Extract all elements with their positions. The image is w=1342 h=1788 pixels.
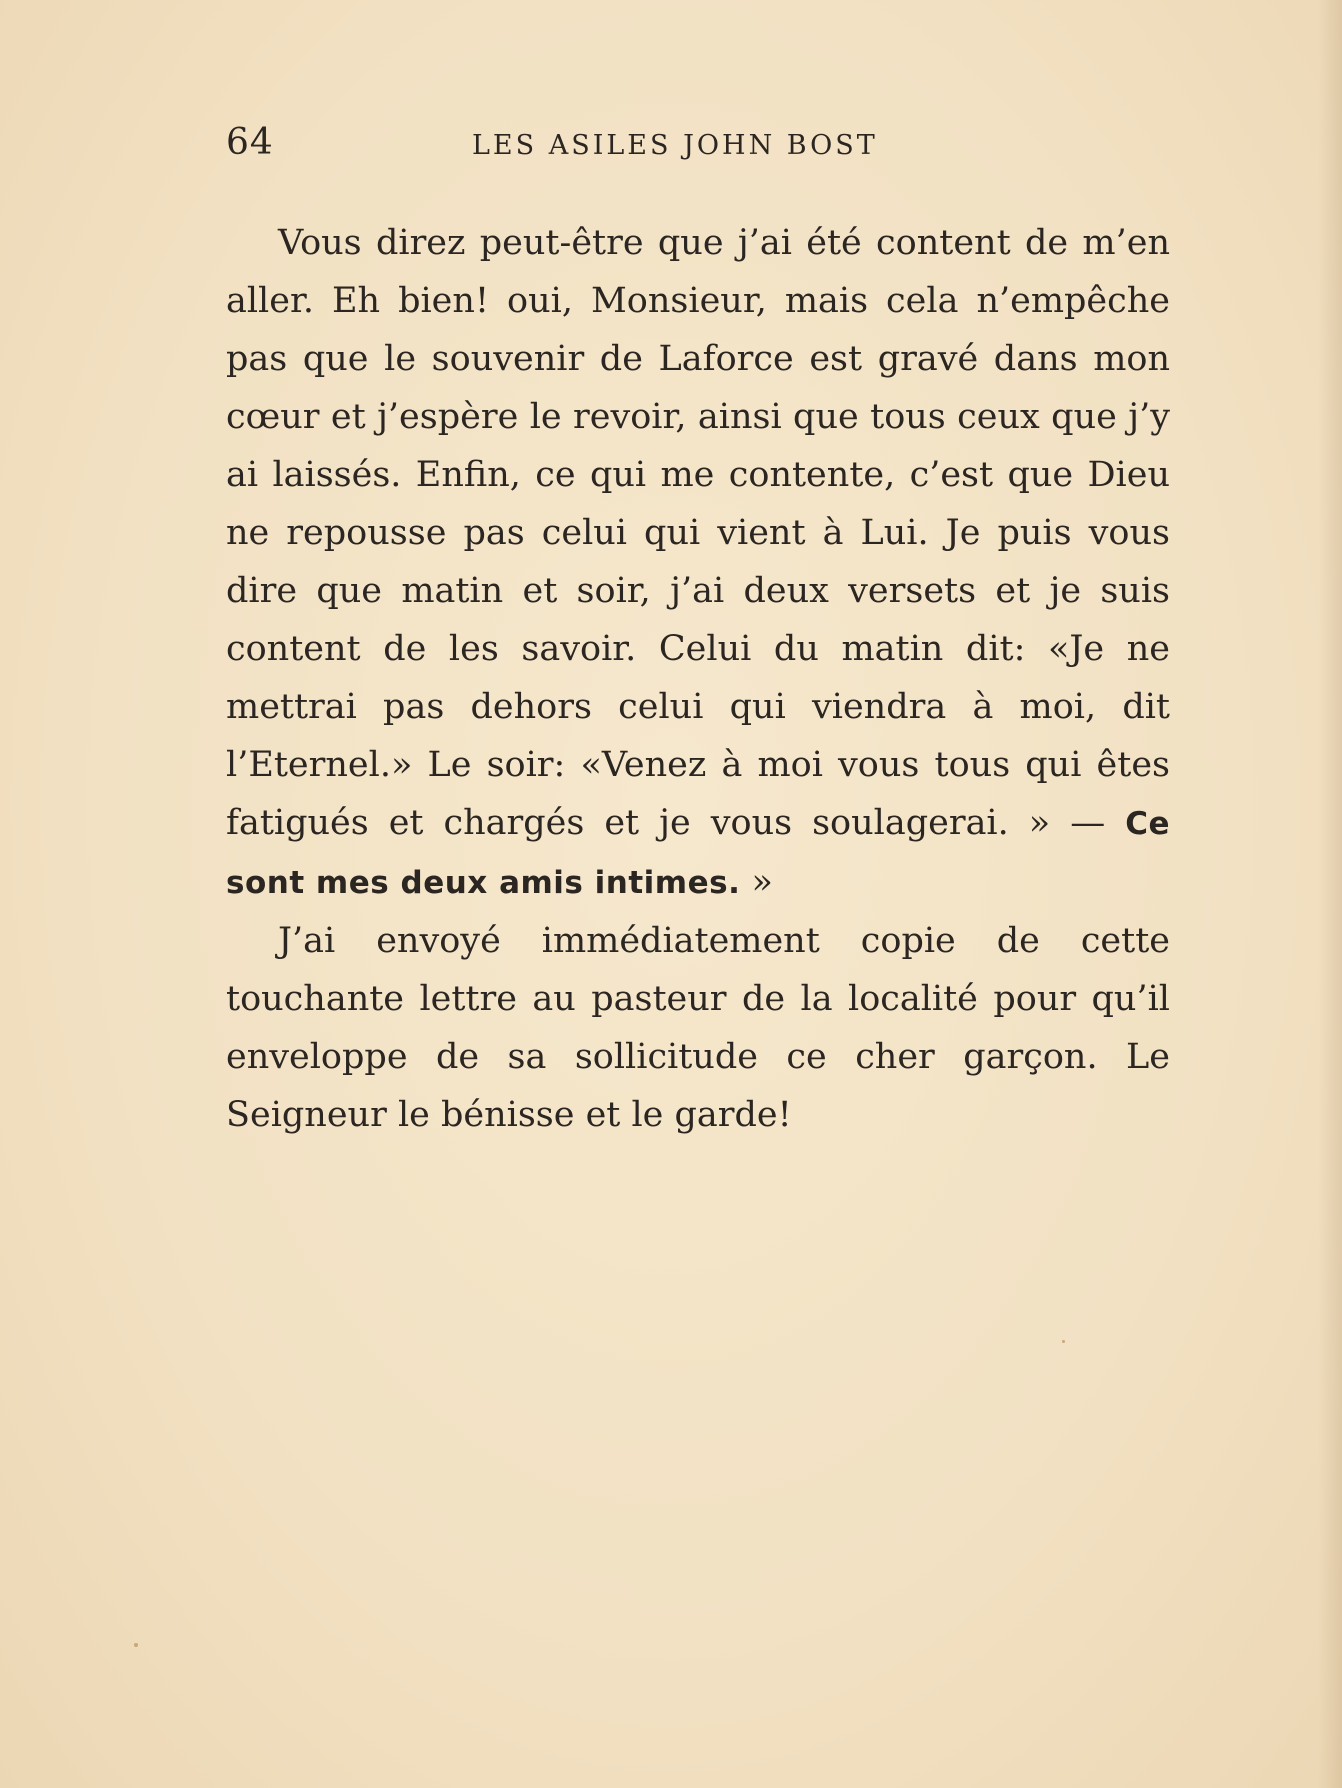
paragraph-closing: J’ai envoyé immédiatement copie de cette touchante lettre au pasteur de la localité pour qu’il enveloppe de sa sollicitude ce cher garçon. Le Seigneur le bénisse et le garde! <box>226 921 1170 1135</box>
running-title: LES ASILES JOHN BOST <box>472 130 878 161</box>
page-number: 64 <box>226 122 274 163</box>
paragraph-letter-bold: Ce sont mes deux amis intimes. <box>226 806 1170 901</box>
paper-speck <box>1062 1340 1065 1343</box>
page-edge-shadow <box>1318 0 1342 1788</box>
page-body <box>226 214 1170 1144</box>
paragraph-letter-text: Vous direz peut-être que j’ai été content de m’en aller. Eh bien! oui, Monsieur, mais cela n’empêche pas que le souvenir de Laforce est gravé dans mon cœur et j’espère le revoir, ainsi que tous ceux que j’y ai laissés. Enfin, ce qui me contente, c’est que Dieu ne repousse pas celui qui vient à Lui. Je puis vous dire que matin et soir, j’ai deux versets et je suis content de les savoir. Celui du matin dit: «Je ne mettrai pas dehors celui qui viendra à moi, dit l’Eternel.» Le soir: «Venez à moi vous tous qui êtes fatigués et chargés et je vous soulagerai. » — <box>226 223 1170 843</box>
paragraph-letter <box>226 214 1170 912</box>
page-header <box>226 122 1170 172</box>
paper-speck <box>134 1643 138 1647</box>
paragraph-letter-closing: » <box>740 862 773 902</box>
